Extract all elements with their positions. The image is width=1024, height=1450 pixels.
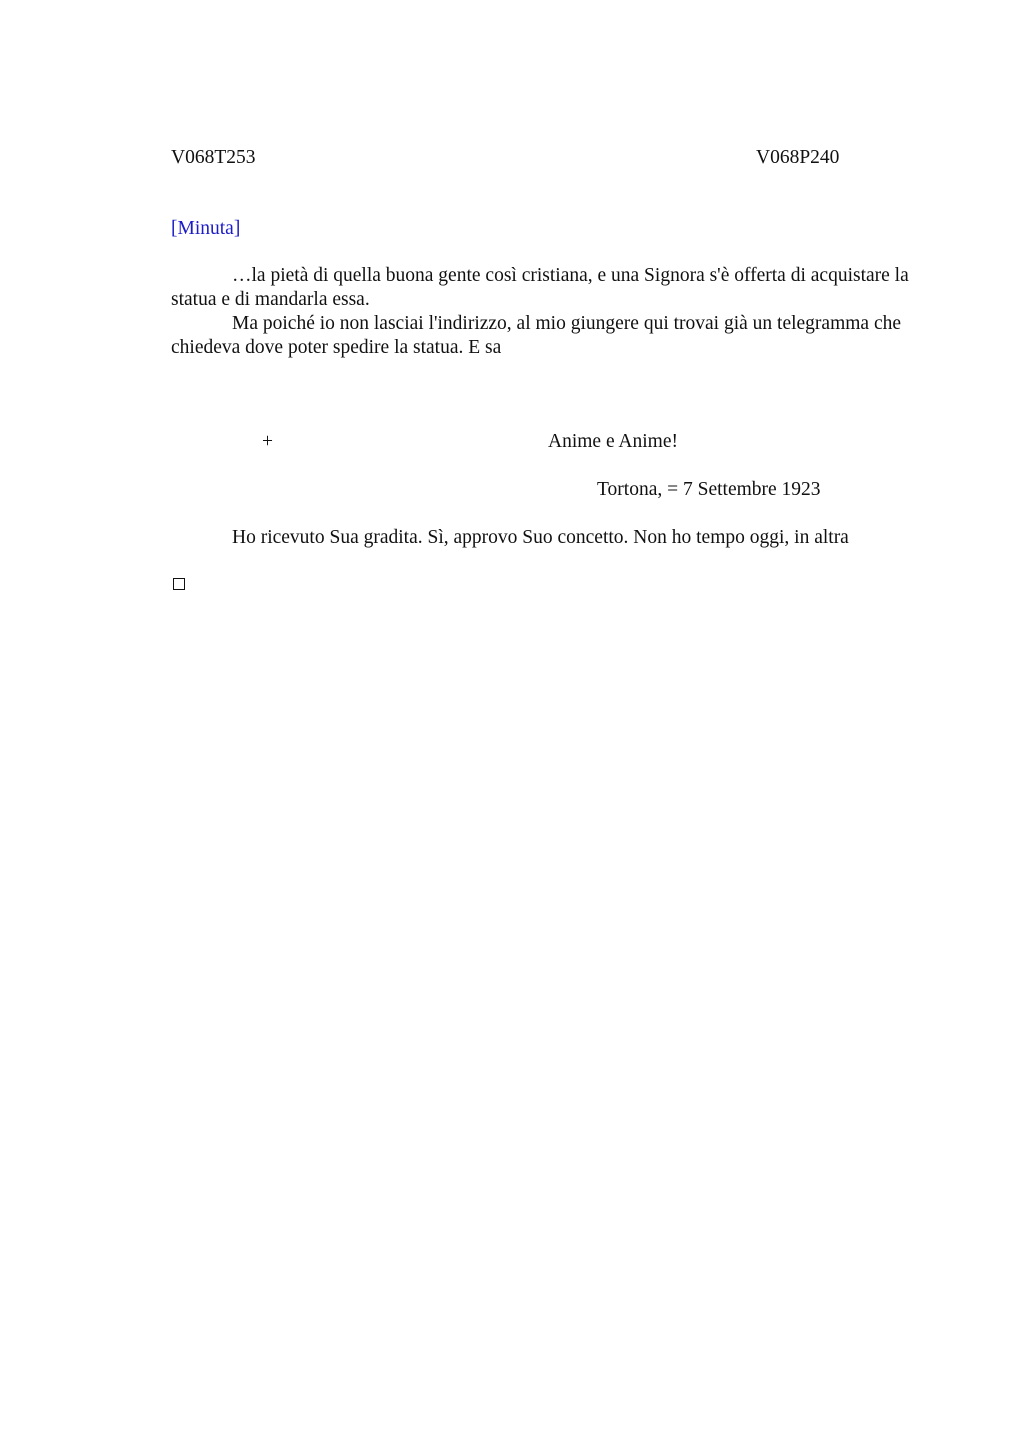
letter-body-paragraph: Ho ricevuto Sua gradita. Sì, approvo Suo concetto. Non ho tempo oggi, in altra (232, 527, 849, 548)
cross-mark: + (262, 431, 273, 452)
minuta-label: [Minuta] (171, 218, 241, 239)
draft-paragraph-1: …la pietà di quella buona gente così cristiana, e una Signora s'è offerta di acquistare la statua e di mandarla essa. (171, 265, 909, 310)
letter-dateline: Tortona, = 7 Settembre 1923 (597, 479, 821, 500)
letter-title: Anime e Anime! (548, 431, 678, 452)
document-code-left: V068T253 (171, 147, 256, 168)
document-code-right: V068P240 (756, 147, 840, 168)
checkbox-square-icon (173, 578, 185, 590)
draft-paragraph-2: Ma poiché io non lasciai l'indirizzo, al mio giungere qui trovai già un telegramma che chiedeva dove poter spedire la statua. E sa (171, 313, 902, 358)
